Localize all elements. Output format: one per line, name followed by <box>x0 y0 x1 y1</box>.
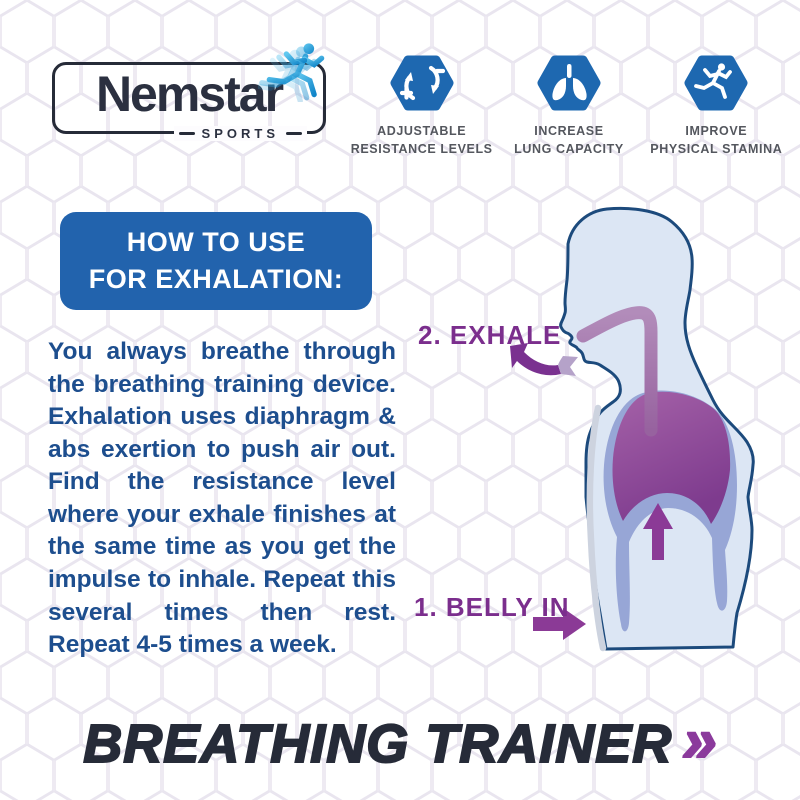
nemstar-runner-icon <box>258 38 334 102</box>
heading-line1: HOW TO USE <box>126 227 306 257</box>
lungs-icon <box>536 52 602 114</box>
brand-subtitle: SPORTS <box>201 126 279 141</box>
feature-label-line2: PHYSICAL STAMINA <box>650 142 783 157</box>
body-illustration <box>400 180 800 720</box>
feature-lung-capacity <box>495 52 642 158</box>
adjustable-resistance-icon <box>389 52 455 114</box>
exhale-step-label: 2. EXHALE <box>418 320 562 350</box>
feature-label-line2: RESISTANCE LEVELS <box>350 142 493 157</box>
feature-adjustable-resistance <box>348 52 495 158</box>
feature-label <box>650 122 782 158</box>
feature-physical-stamina <box>643 52 790 158</box>
belly-in-step-label: 1. BELLY IN <box>414 592 570 622</box>
instructions-paragraph: You always breathe through the breathing training device. Exhalation uses diaphragm & abs exertion to push air out. Find the resistance level where your exhale finishes at the same time as you get the impulse to inhale. Repeat this several times then rest. Repeat 4-5 times a week. <box>48 338 396 659</box>
stamina-runner-icon <box>683 52 749 114</box>
double-chevron-icon: » <box>682 706 717 775</box>
sports-dash-right <box>286 132 302 135</box>
brand-subtitle-wrap <box>174 126 307 141</box>
sports-dash-left <box>179 132 195 135</box>
heading-line2: FOR EXHALATION: <box>88 264 344 294</box>
feature-label-line1: INCREASE <box>534 124 604 138</box>
feature-label-line1: IMPROVE <box>685 124 748 138</box>
product-title: BREATHING TRAINER <box>83 714 673 774</box>
feature-label <box>351 122 493 158</box>
feature-strip <box>348 52 790 158</box>
brand-name: Nemstar <box>95 66 283 122</box>
how-to-use-heading <box>60 212 372 310</box>
feature-label-line2: LUNG CAPACITY <box>514 142 624 157</box>
product-title-banner <box>0 702 800 786</box>
feature-label <box>514 122 624 158</box>
feature-label-line1: ADJUSTABLE <box>377 124 467 138</box>
